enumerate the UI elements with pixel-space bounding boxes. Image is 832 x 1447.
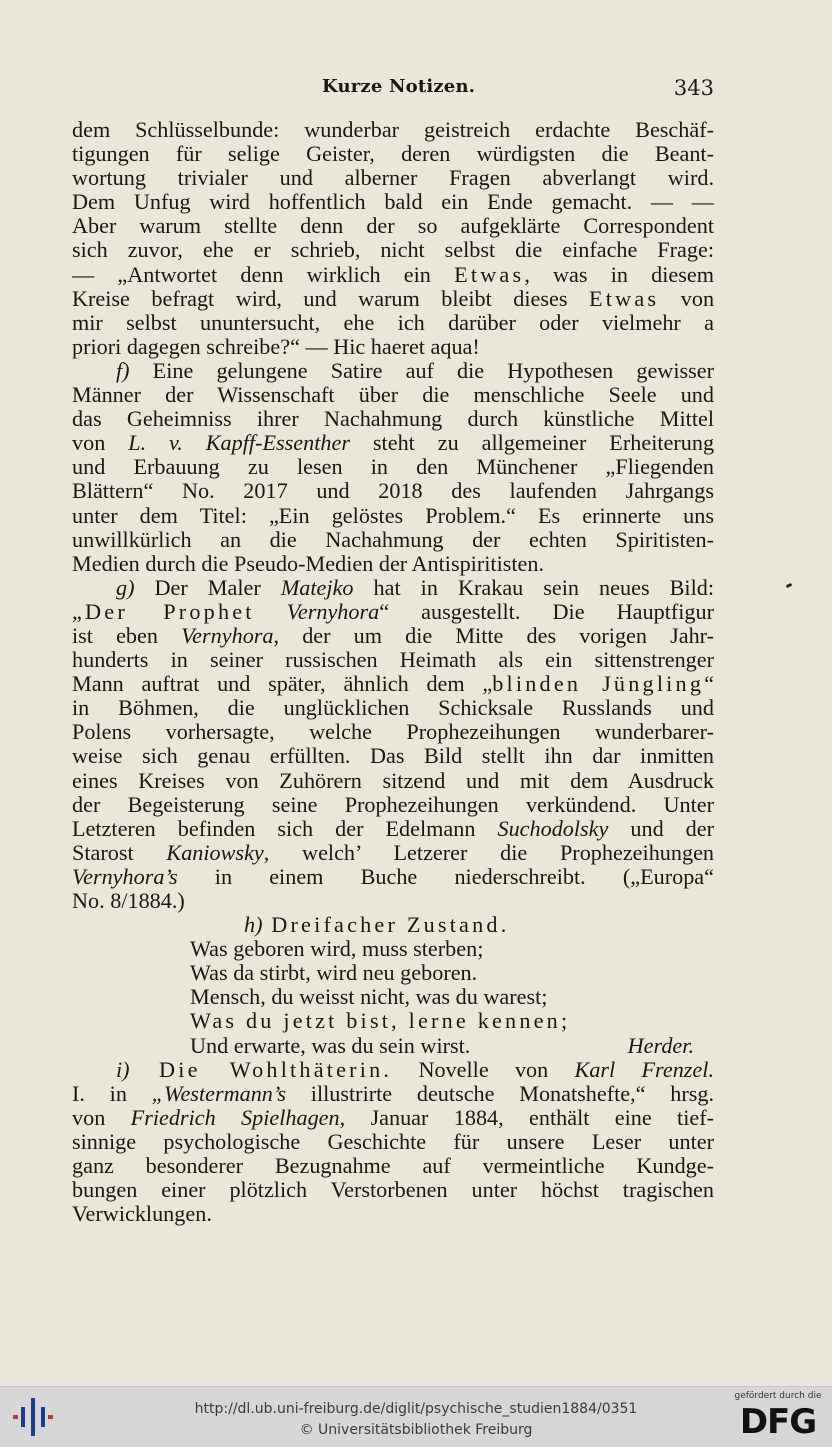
section-marker: g) (116, 574, 135, 600)
page-number: 343 (673, 76, 714, 100)
spaced-word: Etwas (589, 285, 660, 311)
person-name: Friedrich Spielhagen (130, 1104, 340, 1130)
text-line: Aber warum stellte denn der so aufgeklärte Correspondent (72, 213, 714, 239)
spaced-word: Die Wohlthäterin. (129, 1056, 393, 1082)
text-line: Letzteren befinden sich der Edelmann Suchodolsky und der (72, 815, 715, 841)
funder-caption: gefördert durch die (734, 1391, 822, 1401)
text-line: in Böhmen, die unglücklichen Schicksale Russlands und (72, 695, 714, 721)
text-line: Blättern“ No. 2017 und 2018 des laufenden Jahrgangs (72, 478, 714, 504)
text-line: der Begeisterung seine Prophezeihungen verkündend. Unter (72, 791, 714, 817)
spaced-word: blinden Jüngling (492, 671, 705, 697)
text-line: i) Die Wohlthäterin. Novelle von Karl Frenzel. (116, 1056, 714, 1082)
poem-line: Mensch, du weisst nicht, was du warest; (190, 984, 548, 1010)
poem-title: h) Dreifacher Zustand. (244, 912, 510, 938)
text-line: — „Antwortet denn wirklich ein Etwas, was in diesem (72, 261, 714, 287)
text-line: priori dagegen schreibe?“ — Hic haeret aqua! (72, 333, 480, 359)
text-line: hunderts in seiner russischen Heimath als ein sittenstrenger (72, 647, 714, 673)
author-name: L. v. Kapff-Essenther (128, 430, 350, 456)
dfg-logo[interactable] (734, 1391, 822, 1443)
copyright-notice: © Universitätsbibliothek Freiburg (299, 1422, 533, 1438)
text-line: Männer der Wissenschaft über die menschliche Seele und (72, 382, 714, 408)
text-line: sinnige psychologische Geschichte für unsere Leser unter (72, 1128, 714, 1154)
text-line: Verwicklungen. (72, 1201, 212, 1227)
page-header (72, 76, 714, 106)
text-line: Starost Kaniowsky, welch’ Letzerer die Prophezeihungen (72, 839, 715, 865)
text-line: unwillkürlich an die Nachahmung der echten Spiritisten- (72, 526, 714, 552)
poem-author: Herder. (627, 1032, 694, 1058)
text-line: von L. v. Kapff-Essenther steht zu allgemeiner Erheiterung (72, 430, 715, 456)
text-line: Kreise befragt wird, und warum bleibt dieses Etwas von (72, 285, 715, 311)
text-line: No. 8/1884.) (72, 888, 185, 913)
text-line: von Friedrich Spielhagen, Januar 1884, enthält eine tief- (72, 1104, 714, 1130)
text-line: g) Der Maler Matejko hat in Krakau sein neues Bild: (116, 574, 714, 600)
spaced-word: Etwas (454, 261, 525, 287)
text-line: dem Schlüsselbunde: wunderbar geistreich erdachte Beschäf- (72, 117, 714, 142)
text-line: weise sich genau erfüllten. Das Bild stellt ihn dar inmitten (72, 743, 714, 769)
text-line: das Geheimniss ihrer Nachahmung durch künstliche Mittel (72, 406, 714, 432)
text-line: ist eben Vernyhora, der um die Mitte des vorigen Jahr- (72, 622, 714, 648)
poem-line: Was da stirbt, wird neu geboren. (190, 960, 478, 986)
text-line: wortung trivialer und alberner Fragen abverlangt wird. (72, 165, 714, 191)
poem-line: Und erwarte, was du sein wirst. Herder. (190, 1032, 694, 1058)
text-line: Medien durch die Pseudo-Medien der Antispiritisten. (72, 550, 545, 576)
section-marker: h) (244, 912, 263, 938)
periodical-name: „Westermann’s (151, 1080, 287, 1106)
text-line: unter dem Titel: „Ein gelöstes Problem.“ Es erinnerte uns (72, 502, 714, 528)
text-line: „Der Prophet Vernyhora“ ausgestellt. Die Hauptfigur (72, 598, 715, 624)
permalink[interactable]: http://dl.ub.uni-freiburg.de/diglit/psychische_studien1884/0351 (194, 1401, 638, 1417)
text-line: tigungen für selige Geister, deren würdigsten die Beant- (72, 141, 714, 167)
poem-line: Was du jetzt bist, lerne kennen; (190, 1008, 571, 1034)
text-line: mir selbst ununtersucht, ehe ich darüber oder vielmehr a (72, 309, 714, 335)
text-line: Vernyhora’s in einem Buche niederschreibt. („Europa“ (72, 863, 715, 889)
text-line: eines Kreises von Zuhörern sitzend und mit dem Ausdruck (72, 767, 714, 793)
person-name: Kaniowsky (166, 839, 264, 865)
person-name: Vernyhora (181, 622, 274, 648)
running-head: Kurze Notizen. (322, 76, 476, 97)
text-line: und Erbauung zu lesen in den Münchener „Fliegenden (72, 454, 714, 480)
text-line: bungen einer plötzlich Verstorbenen unter höchst tragischen (72, 1177, 714, 1203)
spaced-word: „Der Prophet (72, 598, 255, 624)
poem-line: Was geboren wird, muss sterben; (190, 936, 484, 962)
person-name: Matejko (280, 574, 354, 600)
text-line: Polens vorhersagte, welche Prophezeihungen wunderbarer- (72, 719, 714, 745)
person-name: Vernyhora (286, 598, 380, 624)
text-line: Mann auftrat und später, ähnlich dem „blinden Jüngling“ (72, 671, 714, 697)
funder-logo-text: DFG (739, 1402, 817, 1442)
author-name: Karl Frenzel. (574, 1056, 714, 1082)
text-line: Dem Unfug wird hoffentlich bald ein Ende gemacht. — — (72, 189, 714, 215)
person-name: Vernyhora’s (72, 863, 178, 889)
section-marker: i) (116, 1056, 130, 1082)
text-line: I. in „Westermann’s illustrirte deutsche Monatshefte,“ hrsg. (72, 1080, 715, 1106)
ink-mark (786, 583, 793, 588)
section-marker: f) (116, 357, 130, 383)
body-text (72, 118, 714, 1226)
text-line: ganz besonderer Bezugnahme auf vermeintliche Kundge- (72, 1153, 714, 1179)
viewer-footer (0, 1386, 832, 1447)
text-line: f) Eine gelungene Satire auf die Hypothesen gewisser (116, 357, 714, 383)
text-line: sich zuvor, ehe er schrieb, nicht selbst die einfache Frage: (72, 237, 714, 263)
person-name: Suchodolsky (497, 815, 609, 841)
